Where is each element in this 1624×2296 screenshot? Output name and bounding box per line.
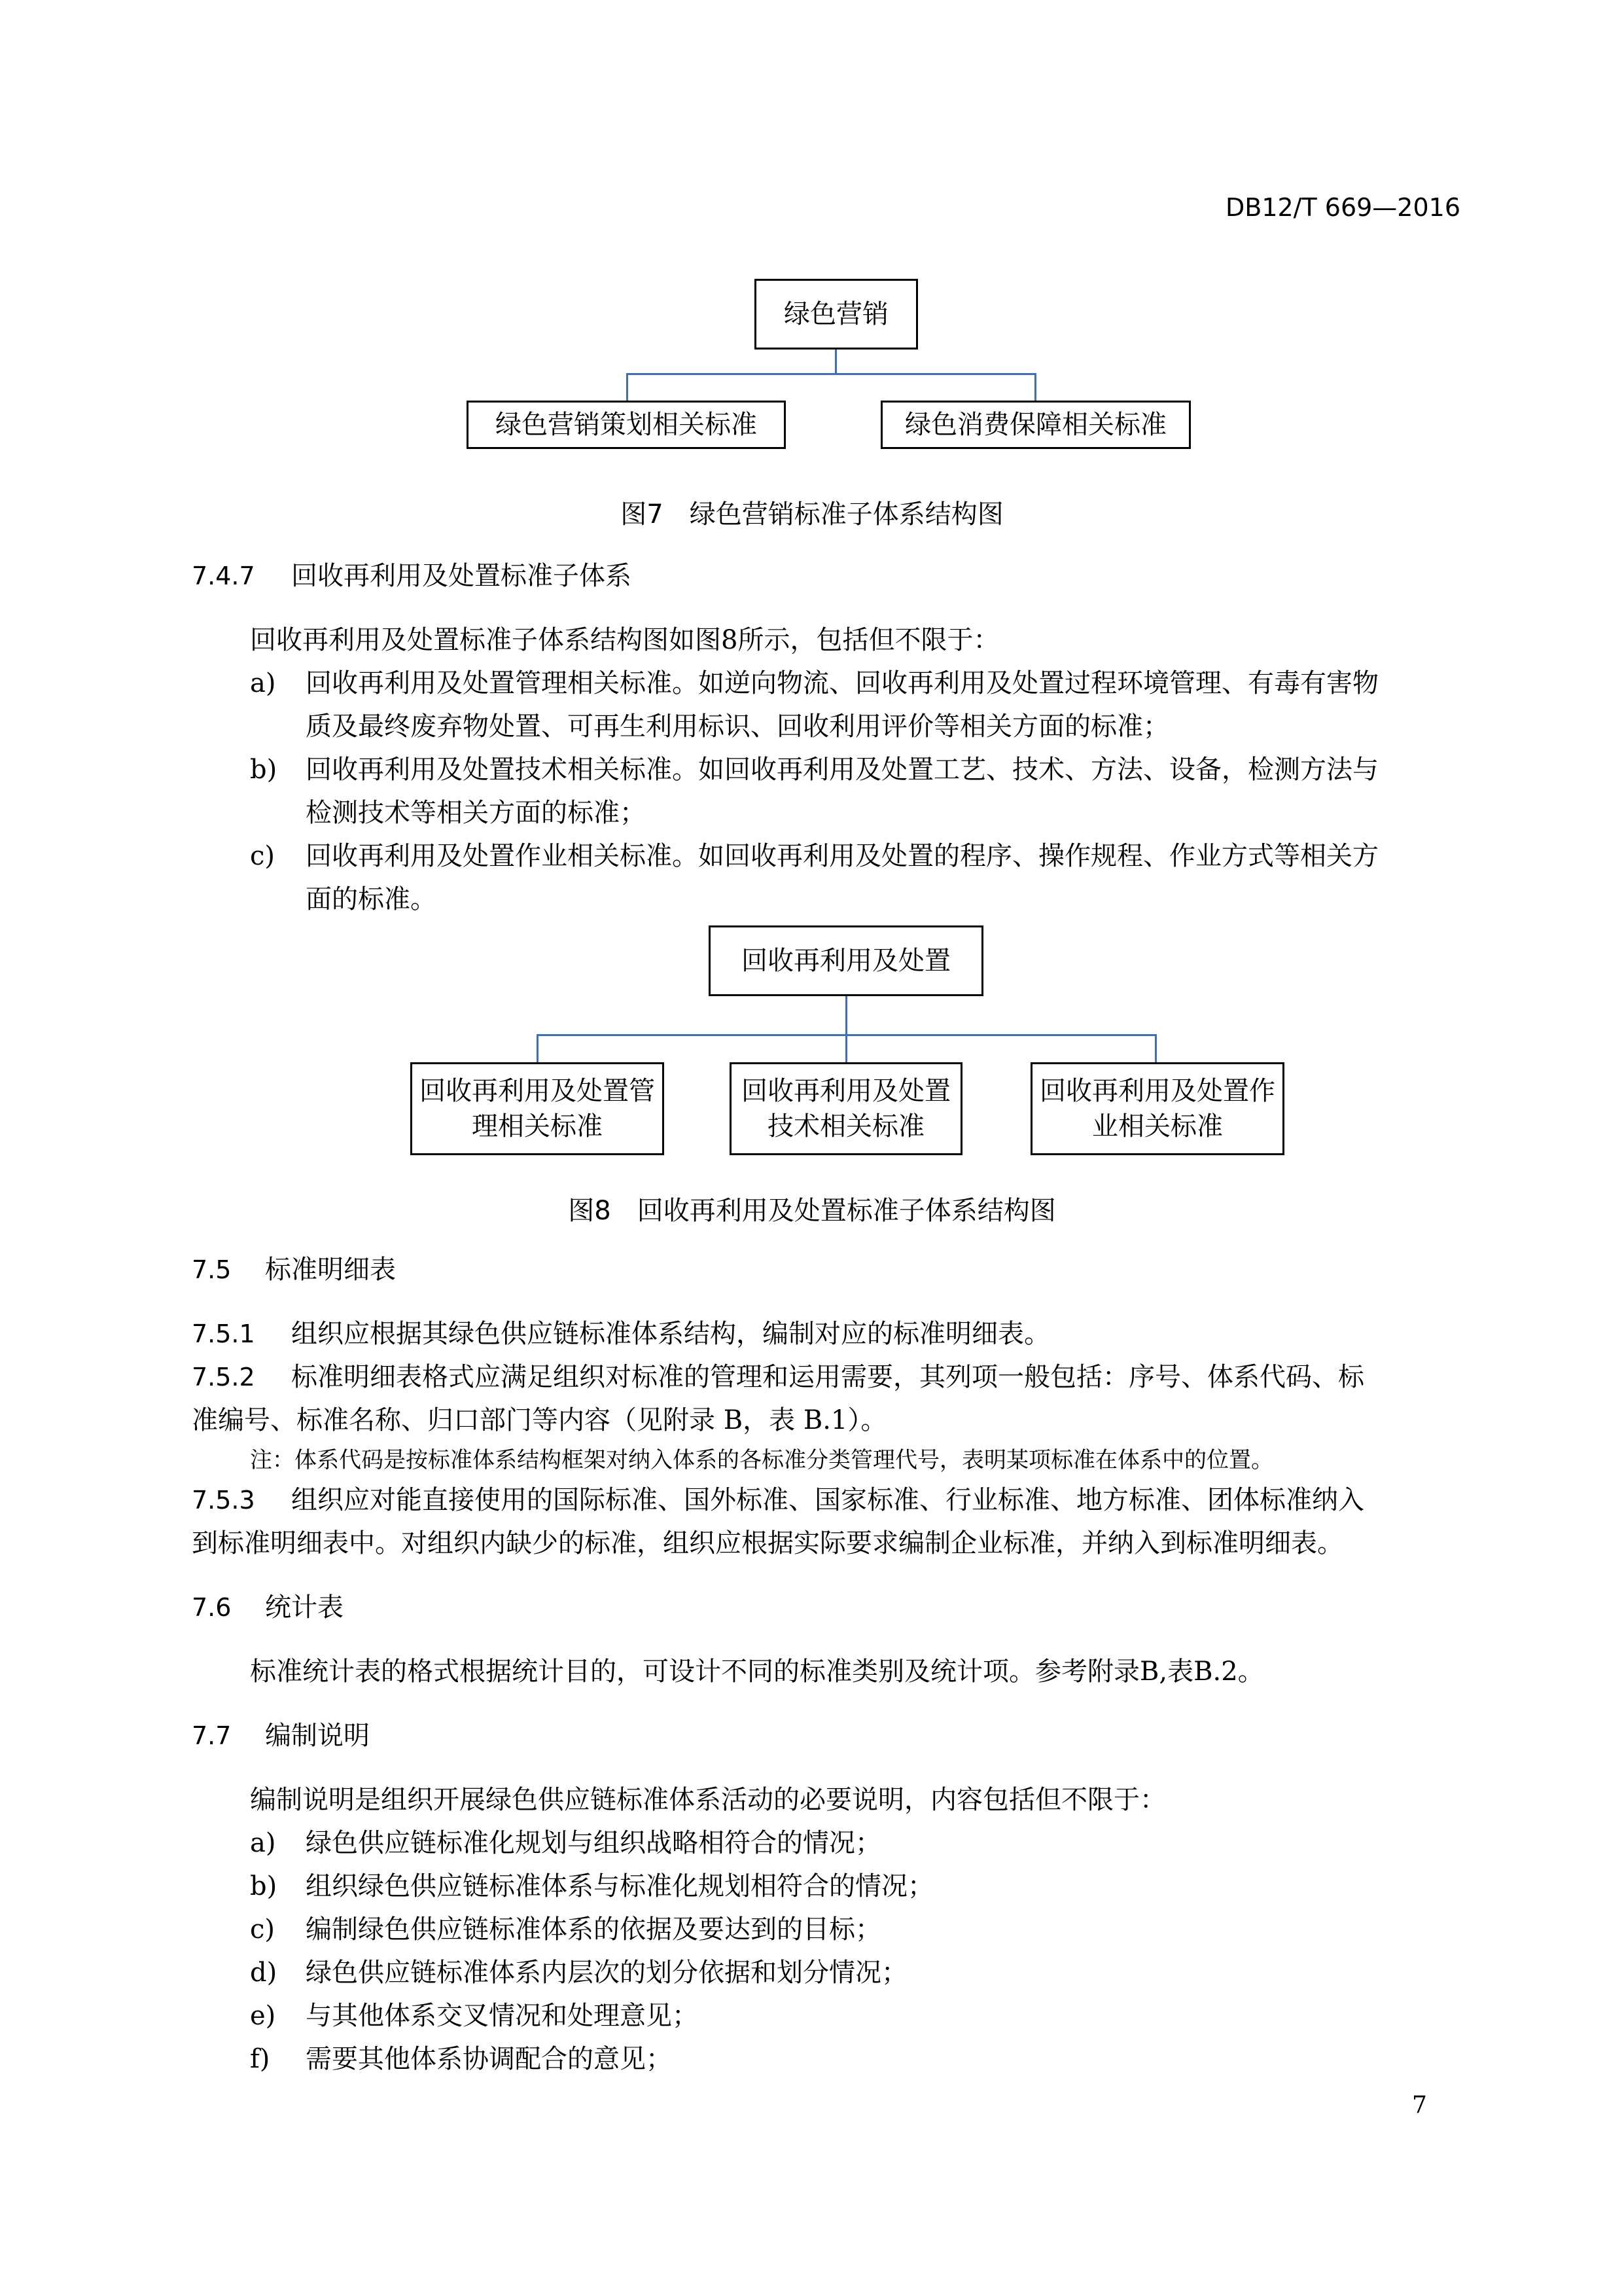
paragraph: 准编号、标准名称、归口部门等内容（见附录 B，表 B.1）。 — [192, 1405, 887, 1435]
section-number: 7.6 — [192, 1593, 232, 1622]
list-item-text: 组织绿色供应链标准体系与标准化规划相符合的情况； — [306, 1871, 934, 1901]
list-item-text: 回收再利用及处置作业相关标准。如回收再利用及处置的程序、操作规程、作业方式等相关方 — [306, 841, 1379, 871]
clause-number: 7.5.2 — [192, 1363, 255, 1391]
document-code: DB12/T 669—2016 — [1225, 193, 1460, 222]
list-item-text: 绿色供应链标准体系内层次的划分依据和划分情况； — [306, 1958, 908, 1988]
list-item-label: a) — [250, 668, 276, 698]
fig7-child-box: 绿色消费保障相关标准 — [881, 401, 1191, 449]
fig8-child-line: 理相关标准 — [472, 1111, 603, 1141]
fig8-connector — [845, 996, 847, 1064]
paragraph: 组织应对能直接使用的国际标准、国外标准、国家标准、行业标准、地方标准、团体标准纳入 — [291, 1485, 1364, 1515]
paragraph: 回收再利用及处置标准子体系结构图如图8所示，包括但不限于： — [250, 625, 1000, 655]
fig7-child-box: 绿色营销策划相关标准 — [467, 401, 786, 449]
fig8-child-line: 回收再利用及处置管 — [419, 1076, 655, 1106]
fig8-child-box — [1031, 1062, 1284, 1155]
list-item-label: c) — [250, 1914, 275, 1945]
section-number: 7.5 — [192, 1255, 232, 1284]
fig8-connector — [537, 1034, 538, 1064]
paragraph: 编制说明是组织开展绿色供应链标准体系活动的必要说明，内容包括但不限于： — [250, 1785, 1166, 1815]
figure-8-caption: 图8 回收再利用及处置标准子体系结构图 — [568, 1196, 1056, 1226]
fig7-connector — [835, 350, 837, 374]
fig7-connector — [626, 373, 1036, 375]
note: 注：体系代码是按标准体系结构框架对纳入体系的各标准分类管理代号，表明某项标准在体系中的位置。 — [250, 1447, 1273, 1473]
paragraph: 组织应根据其绿色供应链标准体系结构，编制对应的标准明细表。 — [291, 1319, 1050, 1349]
list-item-text: 绿色供应链标准化规划与组织战略相符合的情况； — [306, 1828, 881, 1858]
fig7-connector — [626, 373, 628, 402]
list-item-text: 回收再利用及处置技术相关标准。如回收再利用及处置工艺、技术、方法、设备，检测方法与 — [306, 755, 1379, 785]
fig7-connector — [1034, 373, 1036, 402]
fig8-connector — [1155, 1034, 1157, 1064]
paragraph: 标准明细表格式应满足组织对标准的管理和运用需要，其列项一般包括：序号、体系代码、标 — [291, 1362, 1364, 1392]
fig8-child-line: 回收再利用及处置 — [741, 1076, 951, 1106]
page-number: 7 — [1412, 2092, 1427, 2119]
fig8-child-line: 技术相关标准 — [768, 1111, 925, 1141]
fig8-root-box: 回收再利用及处置 — [709, 925, 983, 996]
section-title: 回收再利用及处置标准子体系 — [291, 561, 631, 591]
list-item-label: e) — [250, 2001, 276, 2031]
section-title: 标准明细表 — [265, 1255, 396, 1285]
list-item-text: 检测技术等相关方面的标准； — [306, 798, 646, 828]
list-item-text: 面的标准。 — [306, 884, 436, 914]
list-item-text: 回收再利用及处置管理相关标准。如逆向物流、回收再利用及处置过程环境管理、有毒有害物 — [306, 668, 1379, 698]
list-item-label: f) — [250, 2044, 270, 2074]
section-title: 编制说明 — [265, 1721, 370, 1751]
list-item-text: 与其他体系交叉情况和处理意见； — [306, 2001, 698, 2031]
fig8-connector — [537, 1034, 1157, 1036]
fig7-root-box: 绿色营销 — [754, 279, 918, 350]
list-item-text: 质及最终废弃物处置、可再生利用标识、回收利用评价等相关方面的标准； — [306, 711, 1169, 742]
list-item-label: b) — [250, 1871, 277, 1901]
section-number: 7.4.7 — [192, 562, 255, 590]
fig8-child-box — [730, 1062, 962, 1155]
fig8-child-box — [410, 1062, 664, 1155]
list-item-text: 编制绿色供应链标准体系的依据及要达到的目标； — [306, 1914, 881, 1945]
figure-7-caption: 图7 绿色营销标准子体系结构图 — [620, 499, 1004, 529]
list-item-label: b) — [250, 755, 277, 785]
list-item-label: d) — [250, 1958, 277, 1988]
clause-number: 7.5.3 — [192, 1486, 255, 1515]
clause-number: 7.5.1 — [192, 1319, 255, 1348]
list-item-label: a) — [250, 1828, 276, 1858]
paragraph: 到标准明细表中。对组织内缺少的标准，组织应根据实际要求编制企业标准，并纳入到标准明细表。 — [192, 1528, 1343, 1558]
list-item-label: c) — [250, 841, 275, 871]
section-title: 统计表 — [265, 1592, 344, 1623]
section-number: 7.7 — [192, 1721, 232, 1750]
fig8-child-line: 回收再利用及处置作 — [1040, 1076, 1275, 1106]
fig8-child-line: 业相关标准 — [1092, 1111, 1223, 1141]
list-item-text: 需要其他体系协调配合的意见； — [306, 2044, 672, 2074]
paragraph: 标准统计表的格式根据统计目的，可设计不同的标准类别及统计项。参考附录B,表B.2。 — [250, 1657, 1264, 1687]
